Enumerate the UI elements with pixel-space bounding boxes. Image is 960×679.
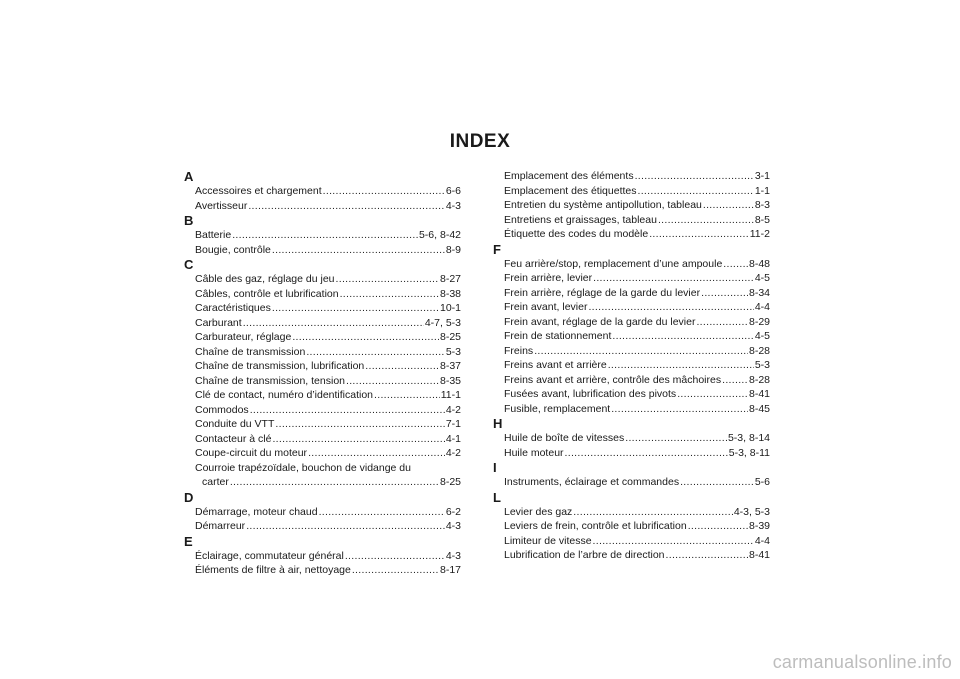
dot-leader <box>723 257 748 272</box>
entry-page: 8-3 <box>754 199 770 211</box>
entry-page: 5-6, 8-42 <box>418 229 461 241</box>
dot-leader <box>308 446 445 461</box>
entry-text: Clé de contact, numéro d’identification <box>195 389 374 401</box>
entry-text: Conduite du VTT <box>195 418 275 430</box>
index-entry[interactable] <box>184 563 461 578</box>
entry-page: 8-29 <box>748 315 770 328</box>
dot-leader <box>243 316 424 331</box>
index-entry[interactable] <box>493 300 770 315</box>
dot-leader <box>588 300 753 315</box>
entry-page: 5-3, 8-14 <box>727 432 770 444</box>
index-entry[interactable] <box>493 213 770 228</box>
index-entry[interactable] <box>493 344 770 359</box>
entry-text: Frein avant, levier <box>504 301 588 313</box>
index-entry[interactable] <box>184 374 461 389</box>
entry-text: Huile moteur <box>504 446 564 459</box>
entry-page: 7-1 <box>445 418 461 430</box>
dot-leader <box>638 184 754 199</box>
index-entry[interactable] <box>493 198 770 213</box>
entry-page: 8-45 <box>748 402 770 415</box>
dot-leader <box>323 184 445 199</box>
index-entry[interactable] <box>184 359 461 374</box>
dot-leader <box>275 417 444 432</box>
index-entry[interactable] <box>493 286 770 301</box>
index-entry[interactable] <box>184 228 461 243</box>
entry-page: 8-39 <box>748 520 770 532</box>
index-entry[interactable] <box>493 257 770 272</box>
entry-page: 4-4 <box>754 301 770 313</box>
entry-text: Fusées avant, lubrification des pivots <box>504 388 677 400</box>
entry-text: Frein avant, réglage de la garde du levier <box>504 315 696 328</box>
dot-leader <box>608 358 754 373</box>
dot-leader <box>703 198 754 213</box>
entry-page: 4-3 <box>445 549 461 562</box>
entry-text: Frein de stationnement <box>504 330 612 342</box>
index-entry[interactable] <box>493 519 770 534</box>
entry-text: Éléments de filtre à air, nettoyage <box>195 564 351 576</box>
entry-text: Contacteur à clé <box>195 432 272 445</box>
dot-leader <box>232 228 418 243</box>
entry-page: 8-41 <box>748 388 770 400</box>
entry-page: 10-1 <box>439 302 461 314</box>
entry-page: 4-3, 5-3 <box>733 505 770 518</box>
dot-leader <box>336 272 439 287</box>
index-entry[interactable] <box>493 387 770 402</box>
entry-text: Levier des gaz <box>504 505 573 518</box>
entry-page: 4-2 <box>445 403 461 416</box>
index-entry[interactable] <box>493 373 770 388</box>
entry-page: 3-1 <box>754 170 770 182</box>
entry-page: 8-25 <box>439 331 461 343</box>
entry-page: 4-3 <box>445 520 461 532</box>
index-entry[interactable] <box>184 388 461 403</box>
entry-text: Coupe-circuit du moteur <box>195 447 308 459</box>
index-column-right <box>493 169 770 563</box>
entry-text: Carburant <box>195 316 242 329</box>
entry-page: 8-38 <box>439 287 461 300</box>
entry-text: Huile de boîte de vitesses <box>504 432 625 444</box>
dot-leader <box>292 330 439 345</box>
entry-page: 8-17 <box>439 564 461 576</box>
entry-page: 11-2 <box>749 228 770 240</box>
dot-leader <box>250 403 445 418</box>
dot-leader <box>625 431 727 446</box>
index-entry[interactable] <box>184 184 461 199</box>
entry-text: Instruments, éclairage et commandes <box>504 476 680 488</box>
entry-text: Entretiens et graissages, tableau <box>504 213 657 226</box>
entry-page: 8-35 <box>439 374 461 387</box>
section-letter: F <box>493 241 501 257</box>
dot-leader <box>635 169 754 184</box>
index-entry[interactable] <box>184 446 461 461</box>
dot-leader <box>306 345 445 360</box>
index-entry[interactable] <box>493 548 770 563</box>
entry-page: 1-1 <box>754 184 770 197</box>
index-entry[interactable] <box>493 184 770 199</box>
entry-text: Freins avant et arrière <box>504 359 607 371</box>
dot-leader <box>272 432 444 447</box>
index-entry[interactable] <box>184 432 461 447</box>
entry-text: Carburateur, réglage <box>195 331 292 343</box>
section-letter: H <box>493 416 503 431</box>
entry-text: Lubrification de l’arbre de direction <box>504 549 665 561</box>
entry-text: Accessoires et chargement <box>195 185 322 197</box>
entry-text: Câble des gaz, réglage du jeu <box>195 273 335 285</box>
dot-leader <box>722 373 748 388</box>
entry-page: 4-5 <box>754 272 770 284</box>
index-entry[interactable] <box>184 272 461 287</box>
index-entry[interactable] <box>184 301 461 316</box>
entry-text: Feu arrière/stop, remplacement d’une ampoule <box>504 257 723 270</box>
dot-leader <box>246 519 445 534</box>
entry-text: Avertisseur <box>195 199 248 212</box>
section-letter: B <box>184 213 194 228</box>
entry-page: 4-2 <box>445 447 461 459</box>
index-entry[interactable] <box>493 446 770 461</box>
index-entry[interactable] <box>184 345 461 360</box>
entry-text: Batterie <box>195 229 232 241</box>
index-entry[interactable] <box>493 315 770 330</box>
entry-text: Chaîne de transmission, lubrification <box>195 360 365 372</box>
section-letter: E <box>184 533 193 549</box>
index-entry[interactable] <box>493 402 770 417</box>
entry-text: Caractéristiques <box>195 302 271 314</box>
index-entry[interactable] <box>184 461 461 476</box>
entry-page: 5-3 <box>445 345 461 358</box>
dot-leader <box>680 475 754 490</box>
entry-text: Freins <box>504 344 534 357</box>
index-entry[interactable] <box>184 417 461 432</box>
entry-text: Fusible, remplacement <box>504 402 611 415</box>
entry-page: 8-27 <box>439 273 461 285</box>
entry-page: 4-1 <box>445 432 461 445</box>
section-letter: A <box>184 169 194 184</box>
entry-text: Éclairage, commutateur général <box>195 549 344 562</box>
index-entry[interactable] <box>184 243 461 258</box>
dot-leader <box>230 475 439 490</box>
index-entry[interactable] <box>184 549 461 564</box>
entry-page: 5-3, 8-11 <box>728 446 770 459</box>
entry-page: 4-7, 5-3 <box>424 316 461 329</box>
entry-text: Freins avant et arrière, contrôle des mâchoires <box>504 373 722 386</box>
watermark: carmanualsonline.info <box>772 652 952 672</box>
dot-leader <box>272 301 439 316</box>
entry-page: 4-3 <box>445 199 461 212</box>
section-letter: I <box>493 460 497 475</box>
dot-leader <box>248 199 444 214</box>
dot-leader <box>666 548 748 563</box>
dot-leader <box>611 402 748 417</box>
dot-leader <box>593 534 754 549</box>
entry-text: Chaîne de transmission, tension <box>195 374 345 387</box>
dot-leader <box>365 359 439 374</box>
index-column-left <box>184 169 461 578</box>
dot-leader <box>534 344 748 359</box>
entry-page: 8-28 <box>748 344 770 357</box>
entry-page: 8-34 <box>748 286 770 299</box>
dot-leader <box>272 243 445 258</box>
index-entry[interactable] <box>493 431 770 446</box>
entry-page: 8-25 <box>439 476 461 488</box>
entry-page: 8-37 <box>439 360 461 372</box>
dot-leader <box>688 519 748 534</box>
entry-page: 8-9 <box>445 243 461 256</box>
index-entry[interactable] <box>184 287 461 302</box>
entry-text: Leviers de frein, contrôle et lubrification <box>504 520 687 532</box>
index-entry[interactable] <box>493 227 770 242</box>
index-entry[interactable] <box>493 169 770 184</box>
dot-leader <box>346 374 439 389</box>
dot-leader <box>319 505 445 520</box>
index-entry[interactable] <box>184 316 461 331</box>
dot-leader <box>340 287 439 302</box>
dot-leader <box>352 563 439 578</box>
entry-text: Chaîne de transmission <box>195 345 306 358</box>
entry-text: Frein arrière, levier <box>504 272 593 284</box>
entry-text: Frein arrière, réglage de la garde du levier <box>504 286 701 299</box>
index-entry[interactable] <box>184 330 461 345</box>
index-entry[interactable] <box>493 534 770 549</box>
dot-leader <box>593 271 754 286</box>
entry-text: Étiquette des codes du modèle <box>504 228 649 240</box>
entry-text: Bougie, contrôle <box>195 243 271 256</box>
entry-page: 8-28 <box>748 373 770 386</box>
entry-text: Entretien du système antipollution, tableau <box>504 199 702 211</box>
index-entry[interactable] <box>184 199 461 214</box>
index-entry[interactable] <box>493 475 770 490</box>
dot-leader <box>565 446 728 461</box>
index-entry[interactable] <box>184 475 461 490</box>
entry-page: 8-41 <box>748 549 770 561</box>
entry-page: 6-2 <box>445 505 461 518</box>
entry-page: 4-4 <box>754 534 770 547</box>
entry-text: Emplacement des étiquettes <box>504 184 637 197</box>
dot-leader <box>649 227 749 242</box>
section-letter: C <box>184 257 194 272</box>
entry-page: 8-5 <box>754 213 770 226</box>
index-entry[interactable] <box>493 329 770 344</box>
dot-leader <box>345 549 445 564</box>
section-letter: L <box>493 489 501 505</box>
dot-leader <box>696 315 748 330</box>
entry-page: 8-48 <box>748 257 770 270</box>
index-entry[interactable] <box>184 505 461 520</box>
entry-text: carter <box>202 476 229 488</box>
index-entry[interactable] <box>184 403 461 418</box>
dot-leader <box>612 329 753 344</box>
dot-leader <box>374 388 440 403</box>
entry-text: Démarreur <box>195 520 246 532</box>
index-entry[interactable] <box>493 271 770 286</box>
dot-leader <box>658 213 754 228</box>
dot-leader <box>677 387 748 402</box>
entry-text: Démarrage, moteur chaud <box>195 505 318 518</box>
entry-page: 11-1 <box>440 389 461 401</box>
entry-text: Commodos <box>195 403 249 416</box>
entry-text: Courroie trapézoïdale, bouchon de vidange du <box>195 461 411 474</box>
index-entry[interactable] <box>493 358 770 373</box>
page-title: INDEX <box>449 131 511 152</box>
entry-text: Emplacement des éléments <box>504 170 634 182</box>
section-letter: D <box>184 489 194 505</box>
entry-page: 5-6 <box>754 476 770 488</box>
entry-text: Câbles, contrôle et lubrification <box>195 287 339 300</box>
index-entry[interactable] <box>184 519 461 534</box>
dot-leader <box>573 505 733 520</box>
entry-page: 6-6 <box>445 185 461 197</box>
index-entry[interactable] <box>493 505 770 520</box>
entry-page: 4-5 <box>754 330 770 342</box>
entry-text: Limiteur de vitesse <box>504 534 592 547</box>
dot-leader <box>701 286 748 301</box>
entry-page: 5-3 <box>754 359 770 371</box>
